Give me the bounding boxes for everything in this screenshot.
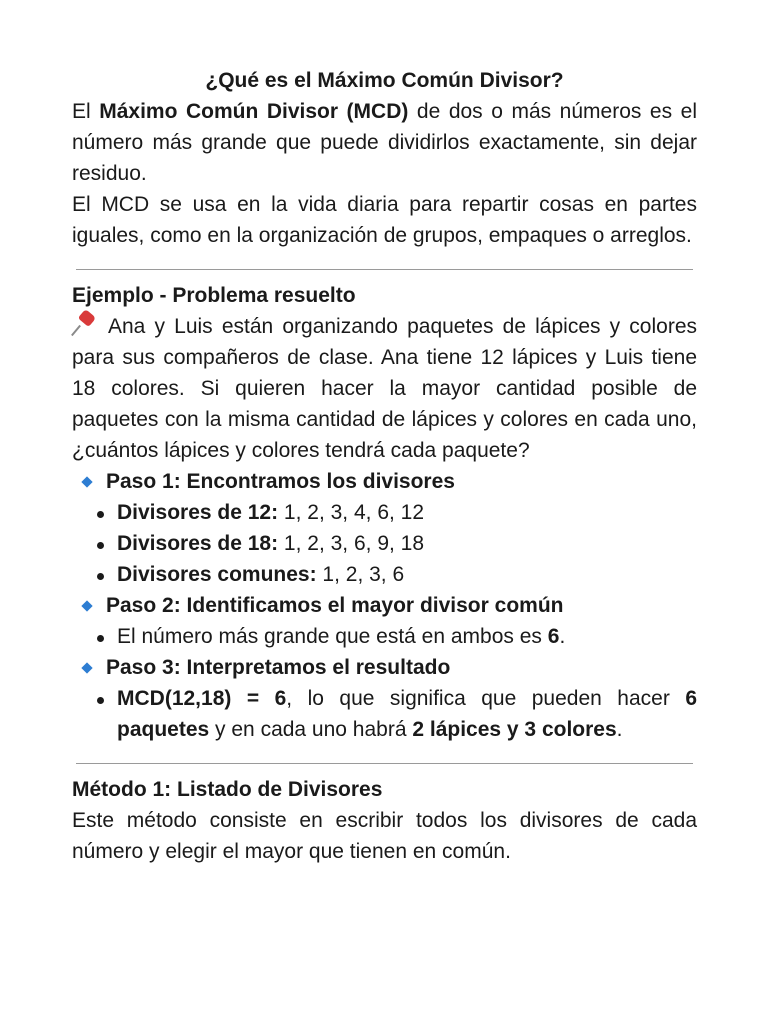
step-3-text-1: , lo que significa que pueden hacer <box>286 687 686 710</box>
example-heading <box>72 280 697 311</box>
step-3 <box>72 652 697 683</box>
intro-paragraph-1 <box>72 96 697 189</box>
example-heading-text: Ejemplo - Problema resuelto <box>72 284 356 307</box>
method-1-heading-text: Método 1: Listado de Divisores <box>72 778 383 801</box>
diamond-bullet-icon <box>81 662 92 673</box>
bullet-dot-icon <box>97 697 104 704</box>
list-item-value: 1, 2, 3, 6 <box>316 563 405 586</box>
list-item-label: Divisores comunes: <box>117 563 317 586</box>
page-title: ¿Qué es el Máximo Común Divisor? <box>205 69 564 92</box>
step-1-label: Paso 1: Encontramos los divisores <box>106 470 455 493</box>
step-3-label: Paso 3: Interpretamos el resultado <box>106 656 451 679</box>
step-3-text-2: y en cada uno habrá <box>209 718 413 741</box>
list-item <box>72 497 697 528</box>
bullet-dot-icon <box>97 511 104 518</box>
intro-p1-bold: Máximo Común Divisor (MCD) <box>99 100 409 123</box>
list-item <box>72 683 697 745</box>
section-divider <box>76 763 693 764</box>
bullet-dot-icon <box>97 635 104 642</box>
list-item-value: 1, 2, 3, 4, 6, 12 <box>278 501 425 524</box>
list-item <box>72 528 697 559</box>
step-3-text-3: . <box>616 718 623 741</box>
step-2-label: Paso 2: Identificamos el mayor divisor común <box>106 594 564 617</box>
step-2-period: . <box>559 625 566 648</box>
list-item-label: Divisores de 18: <box>117 532 279 555</box>
step-2-text: El número más grande que está en ambos es <box>117 625 548 648</box>
diamond-bullet-icon <box>81 476 92 487</box>
pushpin-icon <box>72 312 98 336</box>
list-item-label: Divisores de 12: <box>117 501 279 524</box>
bullet-dot-icon <box>97 573 104 580</box>
problem-text: Ana y Luis están organizando paquetes de lápices y colores para sus compañeros de clase. Ana tiene 12 lápices y Luis tiene 18 colores. Si quieren hacer la mayor cantidad posible de paquetes con la misma cantidad de lápices y colores en cada uno, ¿cuántos lápices y colores tendrá cada paquete? <box>72 315 697 462</box>
method-1-heading <box>72 774 697 805</box>
document-content <box>72 65 697 867</box>
mcd-result: MCD(12,18) = 6 <box>117 687 287 710</box>
method-1-paragraph: Este método consiste en escribir todos los divisores de cada número y elegir el mayor que tienen en común. <box>72 809 697 863</box>
intro-p1-pre: El <box>72 100 100 123</box>
packages-count: 6 paquetes <box>117 687 697 741</box>
list-item-value: 1, 2, 3, 6, 9, 18 <box>278 532 425 555</box>
intro-paragraph-2: El MCD se usa en la vida diaria para repartir cosas en partes iguales, como en la organización de grupos, empaques o arreglos. <box>72 193 697 247</box>
package-contents: 2 lápices y 3 colores <box>412 718 617 741</box>
problem-paragraph <box>72 311 697 466</box>
step-2-result: 6 <box>547 625 560 648</box>
step-1 <box>72 466 697 497</box>
diamond-bullet-icon <box>81 600 92 611</box>
list-item <box>72 559 697 590</box>
intro-p1-post: de dos o más números es el número más grande que puede dividirlos exactamente, sin dejar residuo. <box>72 100 697 185</box>
bullet-dot-icon <box>97 542 104 549</box>
step-2 <box>72 590 697 621</box>
list-item <box>72 621 697 652</box>
section-divider <box>76 269 693 270</box>
